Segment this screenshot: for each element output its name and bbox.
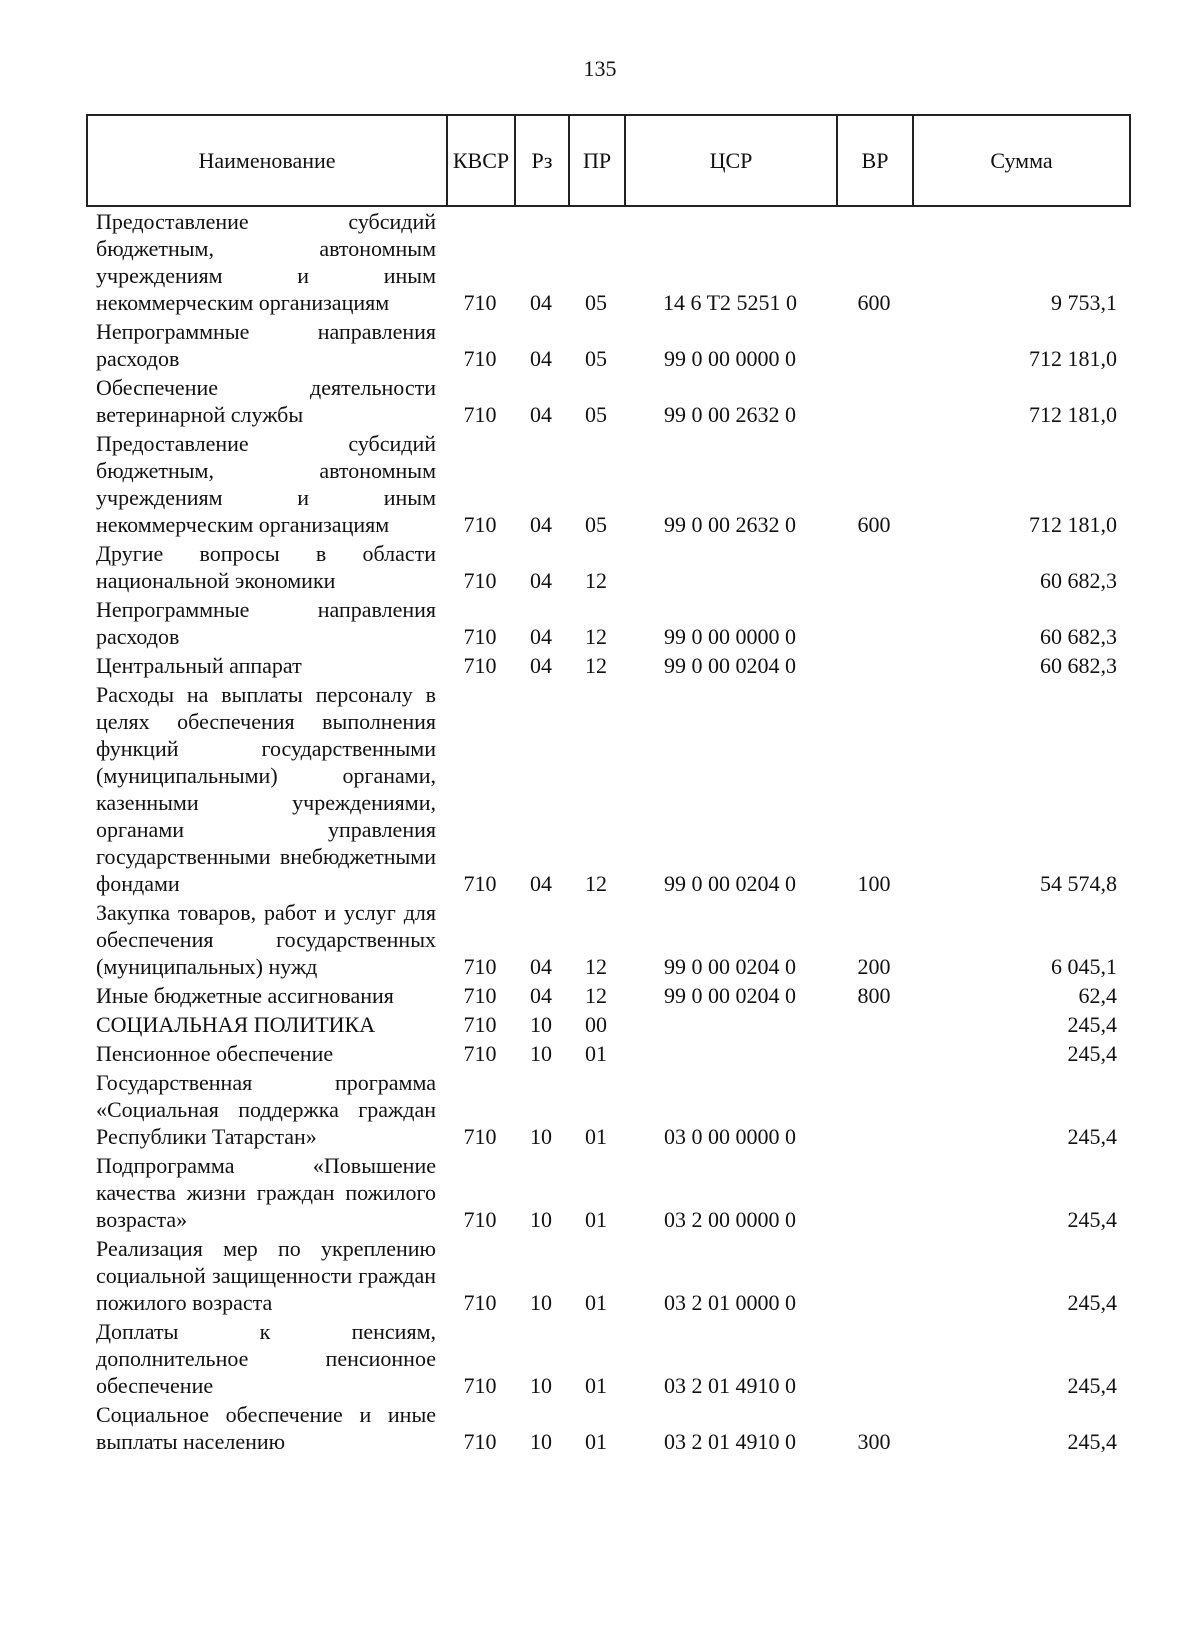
row-rz-cell: 10 (530, 1290, 552, 1315)
row-vr-cell (836, 1317, 912, 1400)
row-pr-cell: 01 (585, 1124, 607, 1149)
row-rz-cell: 04 (530, 290, 552, 315)
row-pr-cell: 01 (585, 1429, 607, 1454)
row-name-cell: Подпрограмма «Повышение качества жизни граждан пожилого возраста» (96, 1153, 436, 1232)
row-name-cell: Иные бюджетные ассигнования (96, 983, 394, 1008)
row-name-cell: Предоставление субсидий бюджетным, автономным учреждениям и иным некоммерческим организациям (96, 431, 436, 537)
row-pr-cell: 05 (585, 290, 607, 315)
row-pr-cell: 01 (585, 1290, 607, 1315)
page-number: 135 (583, 56, 617, 81)
row-csr-cell: 99 0 00 0204 0 (664, 983, 796, 1008)
table-row (86, 429, 1129, 539)
column-header-sum: Сумма (913, 115, 1130, 206)
budget-table-body (86, 207, 1129, 1456)
row-csr-cell: 99 0 00 0000 0 (664, 346, 796, 371)
table-row (86, 898, 1129, 981)
table-row (86, 1068, 1129, 1151)
row-sum-cell: 62,4 (1078, 983, 1117, 1008)
row-kvsr-cell: 710 (463, 568, 497, 593)
row-csr-cell: 03 2 01 4910 0 (664, 1373, 796, 1398)
row-name-cell: Предоставление субсидий бюджетным, автономным учреждениям и иным некоммерческим организациям (96, 209, 436, 315)
table-row (86, 1317, 1129, 1400)
row-csr-cell (624, 1010, 836, 1039)
row-kvsr-cell: 710 (463, 624, 497, 649)
row-name-cell: Пенсионное обеспечение (96, 1041, 334, 1066)
table-row (86, 1151, 1129, 1234)
table-row (86, 680, 1129, 898)
column-header-pr: ПР (569, 115, 625, 206)
row-rz-cell: 10 (530, 1373, 552, 1398)
row-sum-cell: 245,4 (1067, 1124, 1117, 1149)
table-row (86, 1234, 1129, 1317)
row-rz-cell: 04 (530, 983, 552, 1008)
table-row (86, 317, 1129, 373)
row-kvsr-cell: 710 (463, 346, 497, 371)
row-vr-cell (836, 595, 912, 651)
row-kvsr-cell: 710 (463, 653, 497, 678)
row-kvsr-cell: 710 (463, 1373, 497, 1398)
row-name-cell: Расходы на выплаты персоналу в целях обеспечения выполнения функций государственными (муниципальными) органами, казенными учреждениями, органами управления государственными внебюджетными фондами (96, 682, 436, 896)
row-pr-cell: 12 (585, 983, 607, 1008)
row-kvsr-cell: 710 (463, 1429, 497, 1454)
row-csr-cell: 03 2 00 0000 0 (664, 1207, 796, 1232)
row-kvsr-cell: 710 (463, 954, 497, 979)
row-sum-cell: 9 753,1 (1051, 290, 1117, 315)
row-rz-cell: 10 (530, 1207, 552, 1232)
row-vr-cell (836, 1039, 912, 1068)
row-sum-cell: 245,4 (1067, 1041, 1117, 1066)
row-name-cell: Социальное обеспечение и иные выплаты населению (96, 1402, 436, 1454)
row-pr-cell: 12 (585, 954, 607, 979)
table-row (86, 539, 1129, 595)
row-name-cell: Доплаты к пенсиям, дополнительное пенсионное обеспечение (96, 1319, 436, 1398)
row-vr-cell (836, 373, 912, 429)
row-sum-cell: 712 181,0 (1029, 346, 1117, 371)
row-name-cell: Центральный аппарат (96, 653, 302, 678)
row-rz-cell: 10 (530, 1124, 552, 1149)
row-name-cell: Государственная программа «Социальная поддержка граждан Республики Татарстан» (96, 1070, 436, 1149)
row-vr-cell (836, 317, 912, 373)
row-kvsr-cell: 710 (463, 1124, 497, 1149)
row-pr-cell: 00 (585, 1012, 607, 1037)
row-vr-cell: 800 (857, 983, 891, 1008)
row-rz-cell: 04 (530, 402, 552, 427)
column-header-name: Наименование (87, 115, 447, 206)
row-kvsr-cell: 710 (463, 1041, 497, 1066)
row-sum-cell: 245,4 (1067, 1373, 1117, 1398)
row-csr-cell (624, 539, 836, 595)
row-csr-cell: 14 6 T2 5251 0 (662, 290, 798, 315)
row-name-cell: Непрограммные направления расходов (96, 319, 436, 371)
row-pr-cell: 12 (585, 568, 607, 593)
row-rz-cell: 10 (530, 1429, 552, 1454)
row-vr-cell: 300 (857, 1429, 891, 1454)
row-kvsr-cell: 710 (463, 1207, 497, 1232)
row-csr-cell: 99 0 00 0204 0 (664, 871, 796, 896)
row-sum-cell: 60 682,3 (1040, 568, 1117, 593)
row-vr-cell (836, 539, 912, 595)
row-sum-cell: 245,4 (1067, 1290, 1117, 1315)
row-pr-cell: 05 (585, 346, 607, 371)
row-pr-cell: 05 (585, 402, 607, 427)
column-header-rz: Рз (515, 115, 569, 206)
row-kvsr-cell: 710 (463, 1290, 497, 1315)
column-header-vr: ВР (837, 115, 913, 206)
column-header-csr: ЦСР (625, 115, 837, 206)
row-rz-cell: 04 (530, 568, 552, 593)
row-kvsr-cell: 710 (463, 1012, 497, 1037)
row-pr-cell: 12 (585, 624, 607, 649)
row-kvsr-cell: 710 (463, 402, 497, 427)
row-rz-cell: 04 (530, 653, 552, 678)
row-vr-cell (836, 1151, 912, 1234)
row-vr-cell: 100 (857, 871, 891, 896)
table-row (86, 373, 1129, 429)
table-row (86, 1010, 1129, 1039)
row-pr-cell: 12 (585, 653, 607, 678)
row-rz-cell: 04 (530, 512, 552, 537)
row-rz-cell: 04 (530, 346, 552, 371)
row-rz-cell: 10 (530, 1041, 552, 1066)
row-sum-cell: 712 181,0 (1029, 512, 1117, 537)
row-pr-cell: 01 (585, 1041, 607, 1066)
row-csr-cell: 99 0 00 2632 0 (664, 402, 796, 427)
table-row (86, 651, 1129, 680)
row-csr-cell: 99 0 00 0204 0 (664, 653, 796, 678)
row-csr-cell: 99 0 00 0204 0 (664, 954, 796, 979)
row-name-cell: СОЦИАЛЬНАЯ ПОЛИТИКА (96, 1012, 376, 1037)
row-sum-cell: 6 045,1 (1051, 954, 1117, 979)
table-row (86, 981, 1129, 1010)
row-kvsr-cell: 710 (463, 871, 497, 896)
row-vr-cell: 600 (857, 512, 891, 537)
row-name-cell: Другие вопросы в области национальной экономики (96, 541, 436, 593)
row-sum-cell: 60 682,3 (1040, 624, 1117, 649)
row-pr-cell: 01 (585, 1207, 607, 1232)
row-kvsr-cell: 710 (463, 290, 497, 315)
row-pr-cell: 01 (585, 1373, 607, 1398)
row-name-cell: Обеспечение деятельности ветеринарной службы (96, 375, 436, 427)
row-sum-cell: 54 574,8 (1040, 871, 1117, 896)
row-pr-cell: 05 (585, 512, 607, 537)
row-sum-cell: 245,4 (1067, 1012, 1117, 1037)
row-vr-cell: 600 (857, 290, 891, 315)
column-header-kvsr: КВСР (447, 115, 515, 206)
row-kvsr-cell: 710 (463, 983, 497, 1008)
row-csr-cell: 99 0 00 0000 0 (664, 624, 796, 649)
row-sum-cell: 60 682,3 (1040, 653, 1117, 678)
row-csr-cell (624, 1039, 836, 1068)
row-rz-cell: 04 (530, 954, 552, 979)
row-name-cell: Реализация мер по укреплению социальной защищенности граждан пожилого возраста (96, 1236, 436, 1315)
budget-rows (86, 207, 1129, 1456)
row-pr-cell: 12 (585, 871, 607, 896)
row-vr-cell: 200 (857, 954, 891, 979)
row-vr-cell (836, 1068, 912, 1151)
row-rz-cell: 04 (530, 871, 552, 896)
table-row (86, 1039, 1129, 1068)
table-row (86, 207, 1129, 317)
row-name-cell: Непрограммные направления расходов (96, 597, 436, 649)
row-csr-cell: 03 2 01 4910 0 (664, 1429, 796, 1454)
table-row (86, 595, 1129, 651)
row-rz-cell: 04 (530, 624, 552, 649)
row-sum-cell: 712 181,0 (1029, 402, 1117, 427)
budget-table-header (86, 114, 1131, 207)
row-vr-cell (836, 651, 912, 680)
row-rz-cell: 10 (530, 1012, 552, 1037)
row-vr-cell (836, 1010, 912, 1039)
row-name-cell: Закупка товаров, работ и услуг для обеспечения государственных (муниципальных) нужд (96, 900, 436, 979)
row-sum-cell: 245,4 (1067, 1207, 1117, 1232)
row-sum-cell: 245,4 (1067, 1429, 1117, 1454)
row-vr-cell (836, 1234, 912, 1317)
row-kvsr-cell: 710 (463, 512, 497, 537)
row-csr-cell: 03 0 00 0000 0 (664, 1124, 796, 1149)
row-csr-cell: 99 0 00 2632 0 (664, 512, 796, 537)
table-row (86, 1400, 1129, 1456)
row-csr-cell: 03 2 01 0000 0 (664, 1290, 796, 1315)
